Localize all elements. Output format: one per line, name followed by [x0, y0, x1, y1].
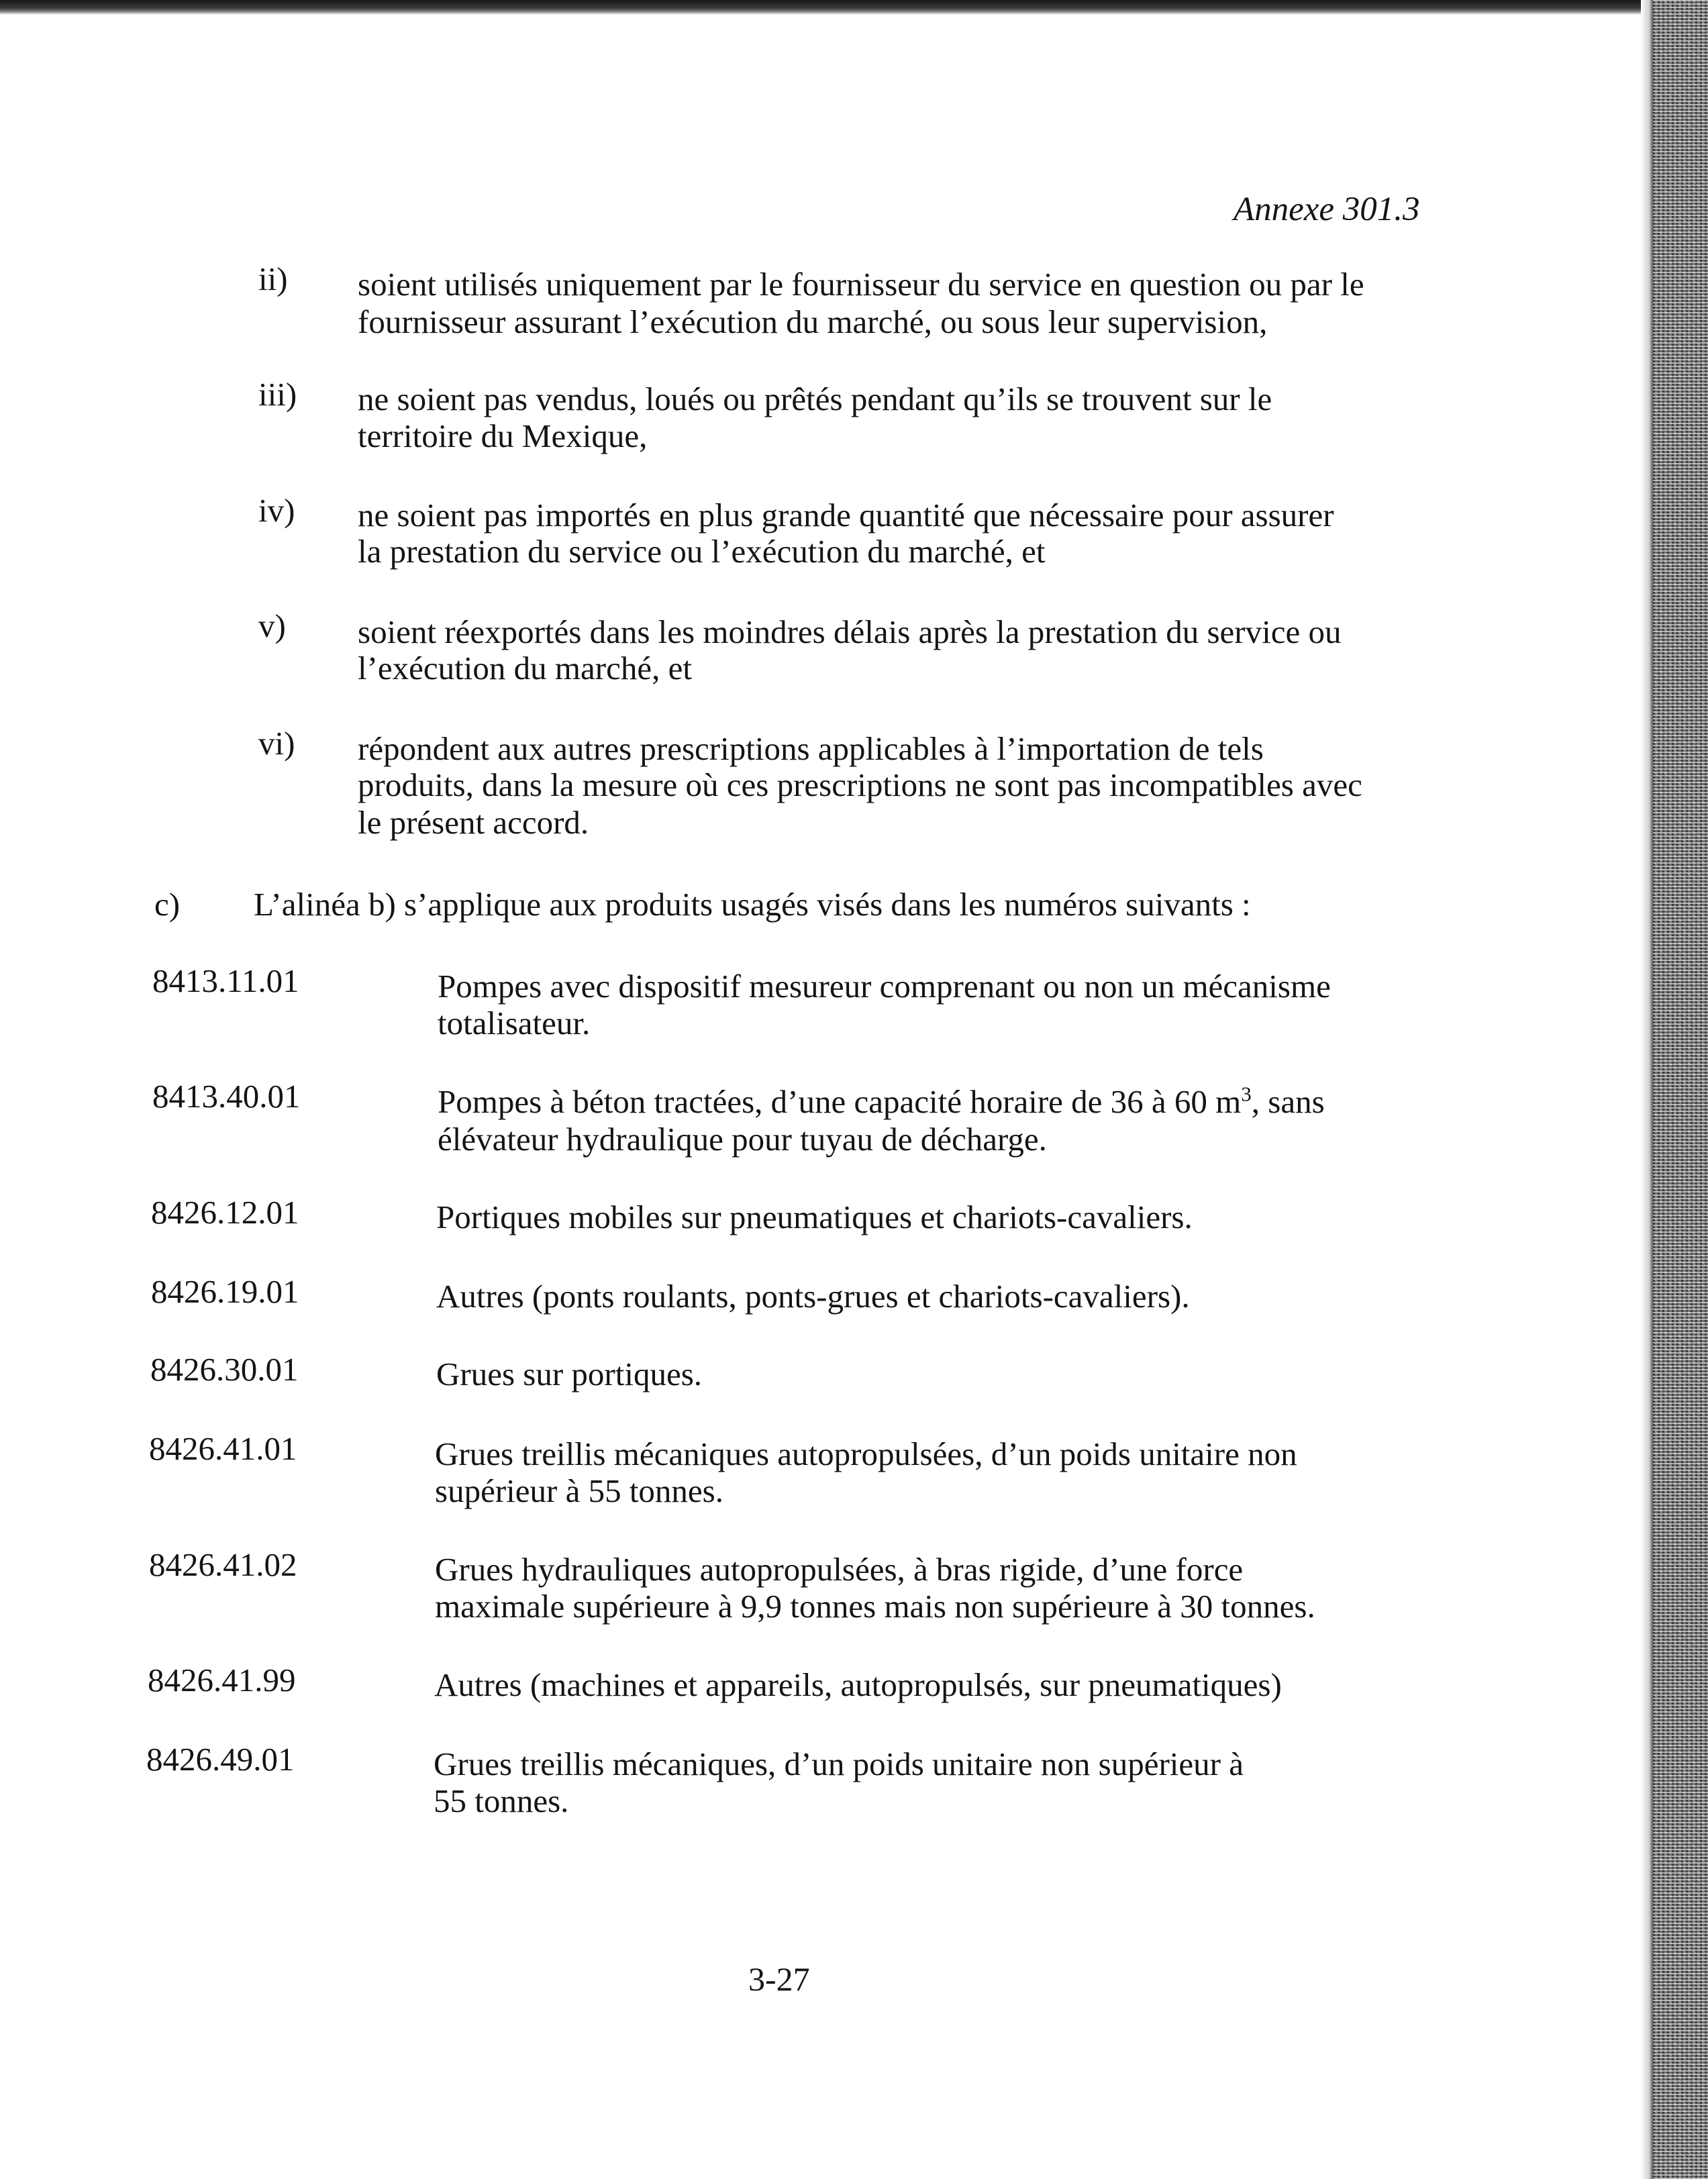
tariff-description-line: Portiques mobiles sur pneumatiques et chariots-cavaliers. — [436, 1199, 1193, 1235]
scan-top-edge — [0, 0, 1708, 15]
tariff-description-line: Grues treillis mécaniques autopropulsées, d’un poids unitaire non — [435, 1435, 1297, 1472]
scan-binding-shadow — [1641, 0, 1653, 2179]
tariff-code: 8426.12.01 — [151, 1194, 299, 1231]
subitem-marker: iii) — [258, 376, 297, 413]
subitem-marker: ii) — [258, 260, 288, 297]
tariff-description-line: Pompes avec dispositif mesureur comprenant ou non un mécanisme — [438, 968, 1331, 1005]
superscript: 3 — [1241, 1082, 1252, 1106]
subitem-marker: vi) — [258, 725, 295, 762]
subitem-line: soient utilisés uniquement par le fournisseur du service en question ou par le — [358, 266, 1364, 303]
tariff-description-line: 55 tonnes. — [434, 1782, 569, 1819]
tariff-description-line: Grues treillis mécaniques, d’un poids unitaire non supérieur à — [434, 1745, 1244, 1782]
tariff-code: 8426.49.01 — [146, 1741, 295, 1778]
subitem-line: ne soient pas vendus, loués ou prêtés pendant qu’ils se trouvent sur le — [358, 381, 1272, 417]
tariff-code: 8426.19.01 — [151, 1273, 299, 1310]
subitem-line: soient réexportés dans les moindres délais après la prestation du service ou — [358, 613, 1342, 650]
tariff-code: 8413.40.01 — [152, 1078, 301, 1115]
subitem-marker: iv) — [258, 492, 295, 529]
annex-label: Annexe 301.3 — [1234, 191, 1420, 228]
tariff-description-line: totalisateur. — [438, 1005, 591, 1042]
page-number: 3-27 — [748, 1960, 810, 1998]
description-text: , sans — [1251, 1083, 1325, 1120]
tariff-description-line: Grues sur portiques. — [436, 1356, 703, 1392]
tariff-description-line: Autres (machines et appareils, autopropulsés, sur pneumatiques) — [434, 1666, 1282, 1703]
subitem-marker: v) — [258, 607, 286, 644]
paragraph-marker: c) — [154, 886, 181, 923]
subitem-line: répondent aux autres prescriptions applicables à l’importation de tels — [358, 730, 1264, 767]
paragraph-text: L’alinéa b) s’applique aux produits usagés visés dans les numéros suivants : — [254, 886, 1251, 923]
tariff-code: 8426.30.01 — [150, 1351, 299, 1388]
tariff-code: 8413.11.01 — [152, 962, 299, 999]
subitem-line: territoire du Mexique, — [358, 417, 648, 454]
tariff-description-line: élévateur hydraulique pour tuyau de décharge. — [438, 1121, 1047, 1158]
tariff-code: 8426.41.02 — [149, 1546, 297, 1583]
subitem-line: la prestation du service ou l’exécution du marché, et — [358, 533, 1046, 570]
tariff-description-line: Autres (ponts roulants, ponts-grues et chariots-cavaliers). — [436, 1278, 1190, 1315]
subitem-line: l’exécution du marché, et — [358, 650, 692, 687]
description-text: Pompes à béton tractées, d’une capacité horaire de 36 à 60 m — [438, 1083, 1242, 1120]
subitem-line: produits, dans la mesure où ces prescriptions ne sont pas incompatibles avec — [358, 766, 1362, 803]
tariff-description-line — [438, 1083, 1325, 1121]
tariff-code: 8426.41.01 — [149, 1430, 297, 1467]
subitem-line: le présent accord. — [358, 804, 589, 841]
scan-right-edge — [1653, 0, 1708, 2179]
subitem-line: ne soient pas importés en plus grande quantité que nécessaire pour assurer — [358, 497, 1334, 534]
tariff-description-line: supérieur à 55 tonnes. — [435, 1472, 723, 1509]
tariff-description-line: maximale supérieure à 9,9 tonnes mais non supérieure à 30 tonnes. — [435, 1588, 1315, 1625]
tariff-description-line: Grues hydrauliques autopropulsées, à bras rigide, d’une force — [435, 1551, 1244, 1588]
subitem-line: fournisseur assurant l’exécution du marché, ou sous leur supervision, — [358, 303, 1268, 340]
tariff-code: 8426.41.99 — [148, 1662, 296, 1699]
